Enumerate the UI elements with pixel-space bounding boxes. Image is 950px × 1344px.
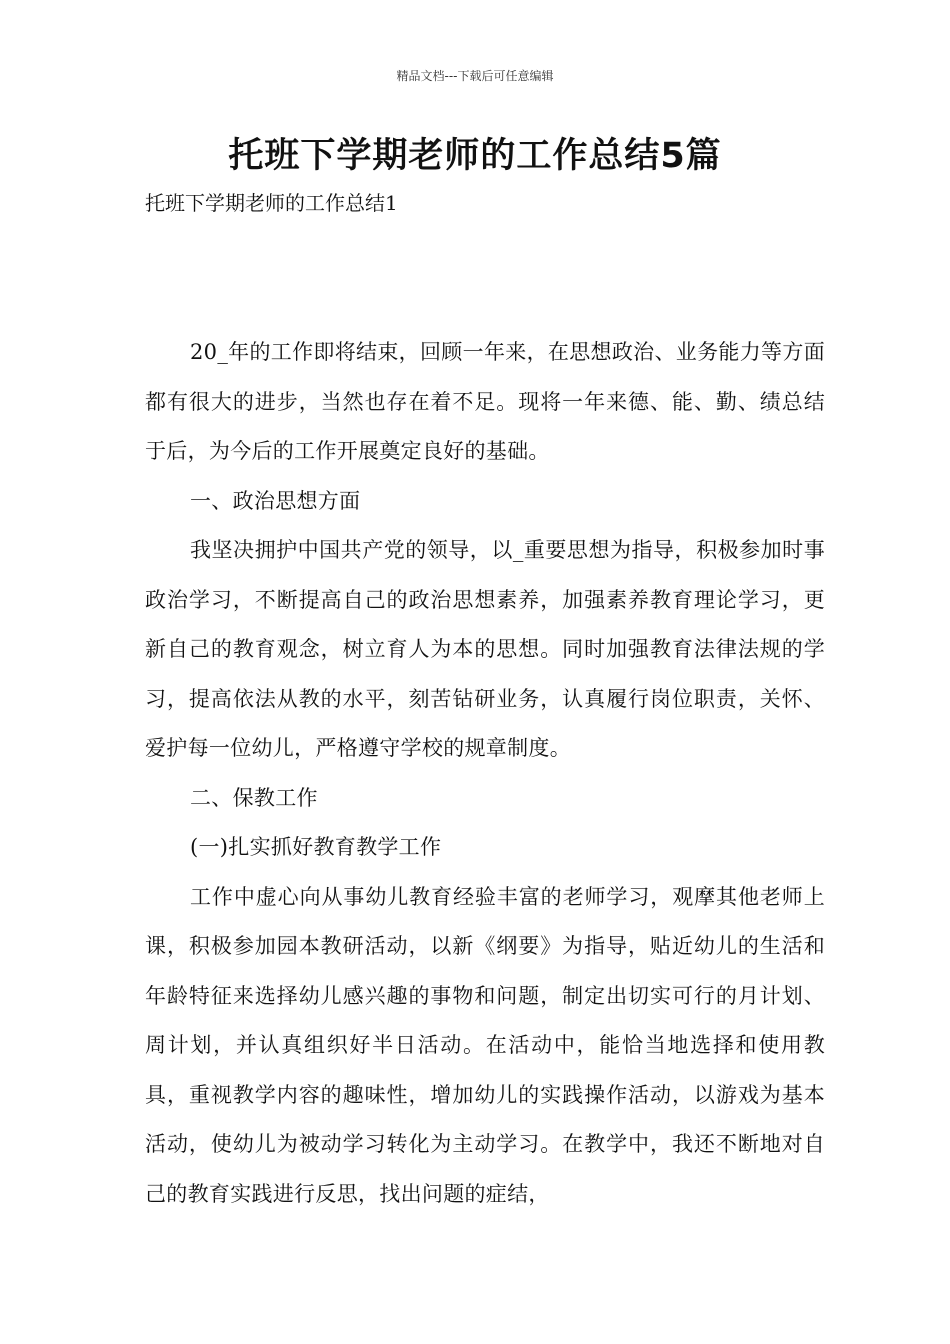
- subheading-teaching: (一)扎实抓好教育教学工作: [190, 835, 442, 859]
- document-body: [145, 328, 825, 1219]
- paragraph-political: 我坚决拥护中国共产党的领导，以_重要思想为指导，积极参加时事政治学习，不断提高自己的政治思想素养，加强素养教育理论学习，更新自己的教育观念，树立育人为本的思想。同时加强教育法律法规的学习，提高依法从教的水平，刻苦钻研业务，认真履行岗位职责，关怀、爱护每一位幼儿，严格遵守学校的规章制度。: [145, 538, 825, 760]
- heading-education-work: 二、保教工作: [190, 785, 318, 810]
- paragraph-intro: 20_年的工作即将结束，回顾一年来，在思想政治、业务能力等方面都有很大的进步，当然也存在着不足。现将一年来德、能、勤、绩总结于后，为今后的工作开展奠定良好的基础。: [145, 340, 825, 463]
- header-note: 精品文档---下载后可任意编辑: [396, 69, 554, 83]
- document-title: 托班下学期老师的工作总结5篇: [228, 136, 722, 176]
- paragraph-teaching: 工作中虚心向从事幼儿教育经验丰富的老师学习，观摩其他老师上课，积极参加园本教研活动，以新《纲要》为指导，贴近幼儿的生活和年龄特征来选择幼儿感兴趣的事物和问题，制定出切实可行的月计划、周计划，并认真组织好半日活动。在活动中，能恰当地选择和使用教具，重视教学内容的趣味性，增加幼儿的实践操作活动，以游戏为基本活动，使幼儿为被动学习转化为主动学习。在教学中，我还不断地对自己的教育实践进行反思，找出问题的症结，: [145, 884, 825, 1206]
- heading-political: 一、政治思想方面: [190, 488, 361, 513]
- section-subtitle: 托班下学期老师的工作总结1: [145, 191, 398, 215]
